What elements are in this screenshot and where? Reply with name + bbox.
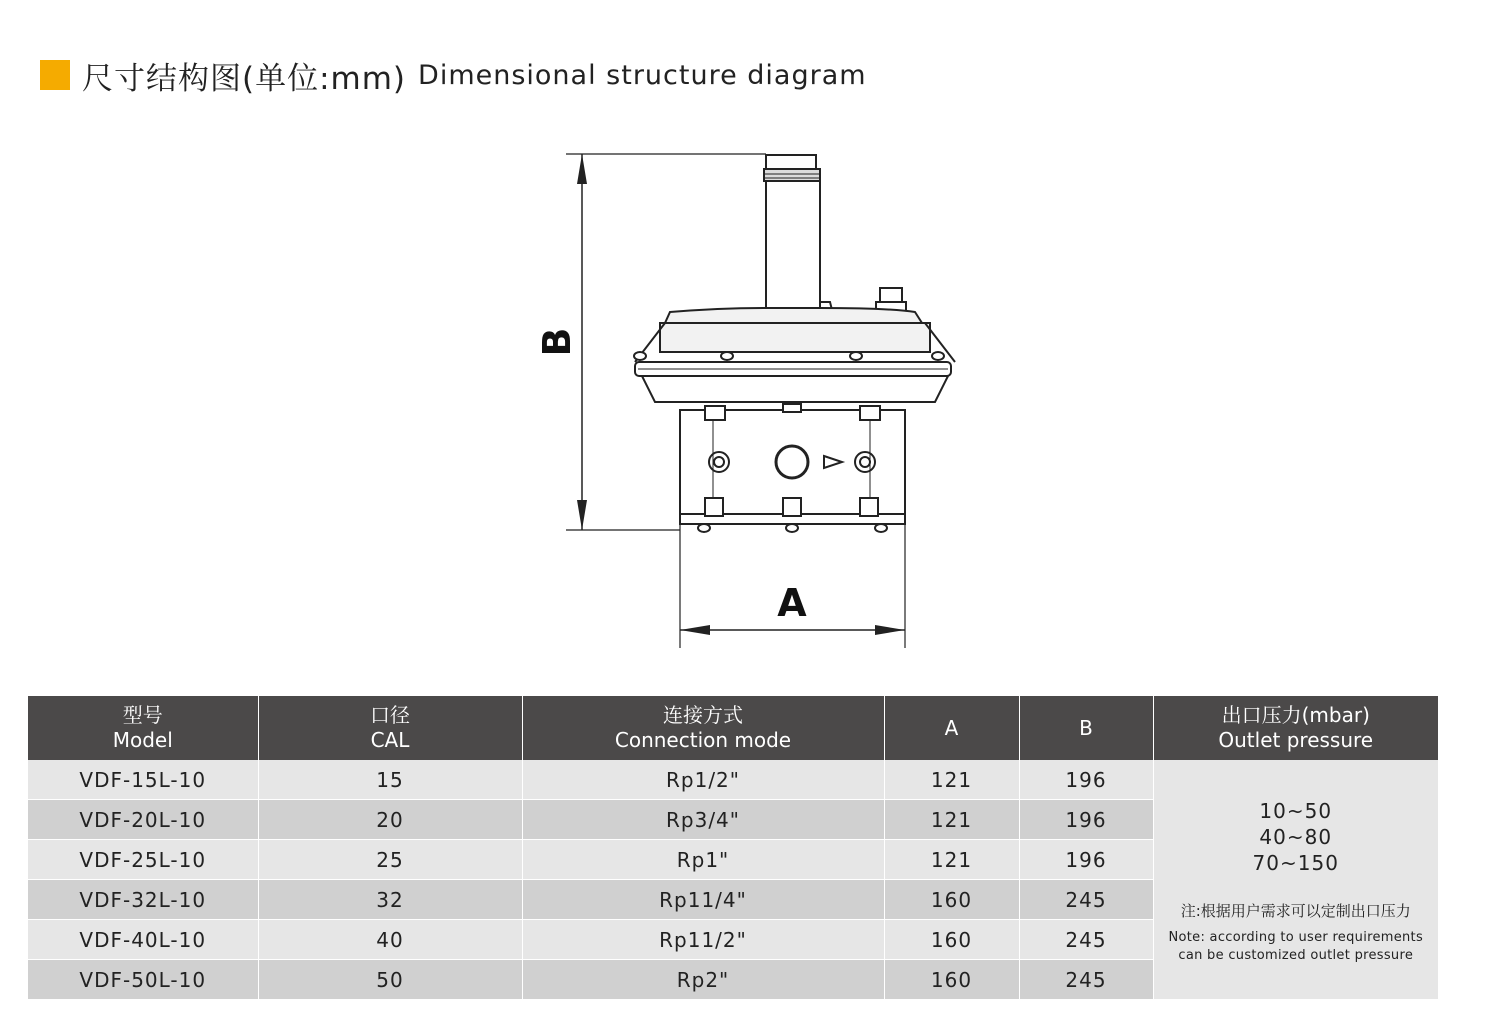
heading-title-cn: 尺寸结构图(单位:mm) <box>82 60 407 97</box>
header-connection <box>522 696 884 760</box>
pressure-range: 70~150 <box>1252 851 1339 875</box>
cell-cal: 32 <box>258 880 522 920</box>
cell-a: 121 <box>884 800 1019 840</box>
dimension-label-b: B <box>535 327 579 357</box>
header-cal-cn: 口径 <box>370 703 410 727</box>
heading-marker-square <box>40 60 70 90</box>
valve-drawing <box>520 140 980 660</box>
vent-plug <box>880 288 902 302</box>
cell-model: VDF-32L-10 <box>28 880 258 920</box>
cell-cal: 50 <box>258 960 522 1000</box>
a-arrow-left <box>680 625 710 635</box>
flow-arrow <box>824 456 842 468</box>
header-connection-en: Connection mode <box>614 728 792 752</box>
header-cal <box>258 696 522 760</box>
header-pressure <box>1153 696 1438 760</box>
cell-outlet-pressure <box>1153 760 1438 1000</box>
cell-cal: 20 <box>258 800 522 840</box>
spring-housing <box>766 181 820 321</box>
b-arrow-top <box>577 154 587 184</box>
spec-table <box>28 696 1438 1000</box>
b-arrow-bottom <box>577 500 587 530</box>
header-b-en: B <box>1079 715 1093 740</box>
cell-connection: Rp1" <box>522 840 884 880</box>
pressure-note-en-line: Note: according to user requirements <box>1168 930 1424 945</box>
table-header-row <box>28 696 1438 760</box>
cell-model: VDF-40L-10 <box>28 920 258 960</box>
cell-b: 196 <box>1019 800 1153 840</box>
cell-a: 121 <box>884 840 1019 880</box>
diaphragm-cover-top <box>665 308 922 323</box>
header-a <box>884 696 1019 760</box>
adjust-cap <box>766 155 816 169</box>
pressure-range: 40~80 <box>1259 825 1333 849</box>
cell-connection: Rp3/4" <box>522 800 884 840</box>
cell-b: 196 <box>1019 840 1153 880</box>
pressure-note-en-line: can be customized outlet pressure <box>1178 948 1414 963</box>
header-pressure-cn: 出口压力(mbar) <box>1221 703 1370 727</box>
header-b <box>1019 696 1153 760</box>
header-model-cn: 型号 <box>122 703 163 727</box>
cell-b: 245 <box>1019 920 1153 960</box>
lower-cover <box>642 376 948 402</box>
cell-a: 160 <box>884 960 1019 1000</box>
section-heading <box>40 50 867 100</box>
dimension-label-a: A <box>777 581 807 625</box>
a-arrow-right <box>875 625 905 635</box>
gas-port <box>776 446 808 478</box>
cell-b: 245 <box>1019 880 1153 920</box>
header-model-en: Model <box>112 728 173 752</box>
cell-connection: Rp2" <box>522 960 884 1000</box>
cell-connection: Rp11/4" <box>522 880 884 920</box>
pressure-range: 10~50 <box>1259 799 1333 823</box>
test-nipple-right <box>855 452 875 472</box>
cell-connection: Rp11/2" <box>522 920 884 960</box>
cell-a: 121 <box>884 760 1019 800</box>
header-cal-en: CAL <box>370 728 410 752</box>
pressure-note-en <box>1154 929 1439 965</box>
header-pressure-en: Outlet pressure <box>1218 728 1374 752</box>
heading-title-en: Dimensional structure diagram <box>418 59 867 91</box>
cell-model: VDF-20L-10 <box>28 800 258 840</box>
header-model <box>28 696 258 760</box>
cell-cal: 15 <box>258 760 522 800</box>
pressure-note-cn: 注:根据用户需求可以定制出口压力 <box>1180 902 1411 920</box>
cell-cal: 25 <box>258 840 522 880</box>
test-nipple-left <box>709 452 729 472</box>
cell-model: VDF-50L-10 <box>28 960 258 1000</box>
cell-model: VDF-15L-10 <box>28 760 258 800</box>
cell-b: 245 <box>1019 960 1153 1000</box>
pressure-values <box>1154 798 1439 876</box>
table-row <box>28 760 1438 800</box>
cell-b: 196 <box>1019 760 1153 800</box>
cell-cal: 40 <box>258 920 522 960</box>
cell-a: 160 <box>884 880 1019 920</box>
dimension-diagram <box>520 140 980 660</box>
cell-a: 160 <box>884 920 1019 960</box>
header-connection-cn: 连接方式 <box>663 703 743 727</box>
cell-model: VDF-25L-10 <box>28 840 258 880</box>
cell-connection: Rp1/2" <box>522 760 884 800</box>
cap-ring <box>764 169 820 181</box>
header-a-en: A <box>944 715 959 740</box>
